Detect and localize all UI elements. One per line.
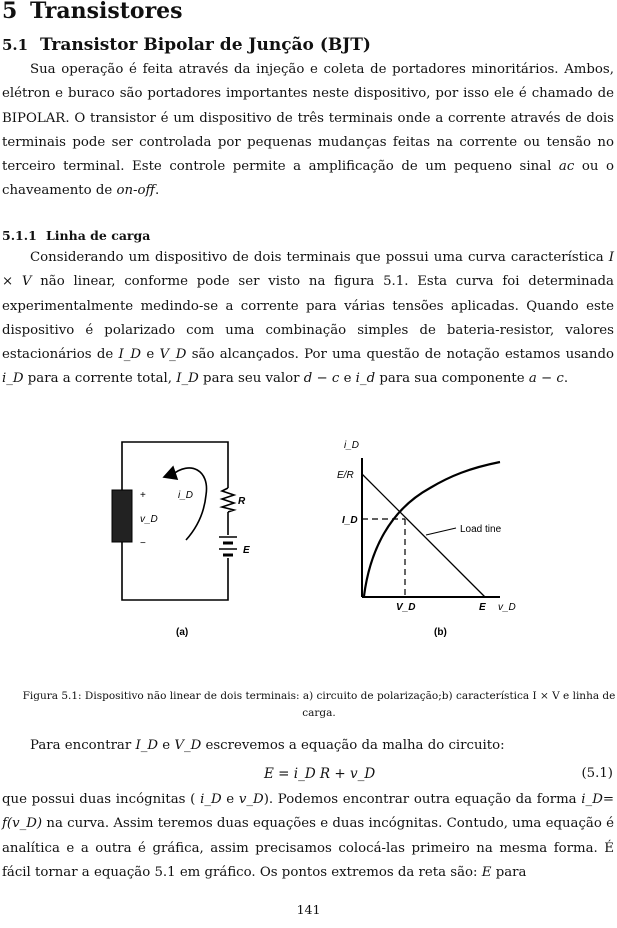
subsection-number: 5.1	[2, 36, 29, 54]
paragraph-load-line: Considerando um dispositivo de dois terminais que possui uma curva característica I × V não linear, conforme pode ser visto na figura 5.1. Esta curva foi determinada experimentalmente medindo-se a corrente para várias tensões aplicadas. Quando este dispositivo é polarizado com uma combinação simples de bateria-resistor, valores estacionários de I_D e V_D são alcançados. Por uma questão de notação estamos usando i_D para a corrente total, I_D para seu valor d − c e i_d para sua componente a − c.	[2, 250, 615, 387]
resistor-symbol	[222, 488, 234, 512]
circuit-wire-bottom	[122, 542, 228, 600]
plus-sign: +	[140, 490, 146, 501]
arrow-head-icon	[164, 467, 177, 479]
section-number: 5	[2, 0, 18, 24]
device-block	[112, 490, 132, 542]
resistor-label: R	[238, 496, 246, 507]
equation-5-1: E = i_D R + v_D	[264, 766, 376, 782]
subsubsection-heading	[2, 228, 150, 243]
graph-x-label: v_D	[498, 602, 516, 613]
paragraph-find-values: Para encontrar I_D e V_D escrevemos a equação da malha do circuito:	[30, 738, 505, 753]
section-title: Transistores	[30, 0, 183, 24]
load-line-pointer	[426, 528, 456, 535]
paragraph-unknowns: que possui duas incógnitas ( i_D e v_D). Podemos encontrar outra equação da forma i_D= f(v_D) na curva. Assim teremos duas equações e duas incógnitas. Contudo, uma equação é analítica e a outra é gráfica, assim precisamos colocá-las primeiro na mesma forma. É fácil tornar a equação 5.1 em gráfico. Os pontos extremos da reta são: E para	[2, 792, 615, 880]
figure-5-1	[100, 430, 520, 645]
load-line-label: Load tine	[460, 524, 502, 535]
er-label: E/R	[337, 470, 354, 481]
minus-sign: −	[140, 538, 146, 549]
paragraph-intro: Sua operação é feita através da injeção e coleta de portadores minoritários. Ambos, elétron e buraco são portadores importantes neste dispositivo, por isso ele é chamado de BIPOLAR. O transistor é um dispositivo de três terminais onde a corrente através de dois terminais pode ser controlada por pequenas mudanças feitas na corrente ou tensão no terceiro terminal. Este controle permite a amplificação de um pequeno sinal ac ou o chaveamento de on-off.	[2, 62, 614, 199]
equation-number: (5.1)	[581, 766, 613, 781]
graph-y-label: i_D	[344, 440, 360, 451]
battery-label: E	[243, 545, 250, 556]
graph-subfigure-label: (b)	[434, 627, 447, 638]
subsubsection-number: 5.1.1	[2, 228, 37, 243]
subsection-heading	[2, 35, 371, 55]
subsection-title: Transistor Bipolar de Junção (BJT)	[40, 35, 371, 55]
vd-graph-label: V_D	[396, 602, 416, 613]
circuit-subfigure-label: (a)	[176, 627, 189, 638]
page-number: 141	[296, 902, 321, 917]
section-heading	[2, 0, 183, 24]
id-current-label: i_D	[178, 490, 194, 501]
id-graph-label: I_D	[342, 515, 358, 526]
vd-label: v_D	[140, 514, 158, 525]
e-graph-label: E	[479, 602, 486, 613]
figure-caption: Figura 5.1: Dispositivo não linear de dois terminais: a) circuito de polarização;b) característica I × V e linha de carga.	[22, 690, 616, 719]
subsubsection-title: Linha de carga	[46, 228, 151, 243]
